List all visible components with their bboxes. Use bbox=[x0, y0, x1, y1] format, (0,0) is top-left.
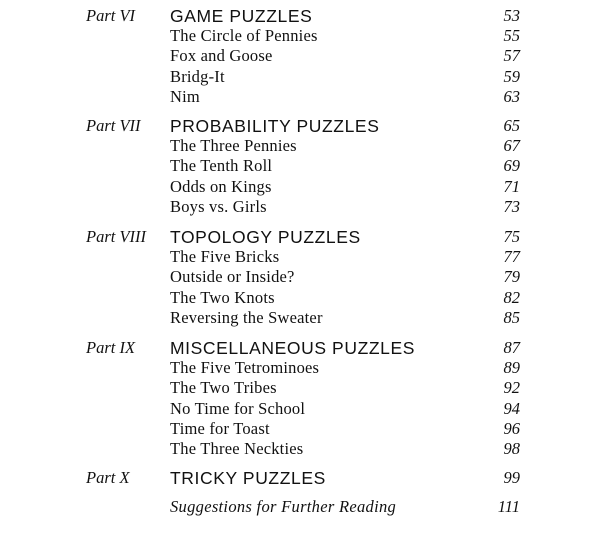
entry-page-number: 67 bbox=[503, 136, 520, 156]
toc-further-reading bbox=[0, 497, 600, 517]
part-page-number: 53 bbox=[503, 6, 520, 25]
part-page-number: 65 bbox=[503, 116, 520, 135]
toc-entry bbox=[0, 439, 600, 459]
part-heading-row bbox=[0, 6, 600, 26]
entry-title: No Time for School bbox=[170, 398, 306, 418]
entry-title: Reversing the Sweater bbox=[170, 307, 323, 327]
entry-title: The Three Neckties bbox=[170, 438, 304, 458]
entry-title: Boys vs. Girls bbox=[170, 196, 267, 216]
toc-part-ix bbox=[0, 338, 600, 459]
toc-entry bbox=[0, 26, 600, 46]
entry-title: Bridg-It bbox=[170, 66, 225, 86]
entry-page-number: 55 bbox=[503, 26, 520, 46]
toc-entry bbox=[0, 399, 600, 419]
toc-entry bbox=[0, 177, 600, 197]
toc-part-x bbox=[0, 468, 600, 488]
entry-page-number: 89 bbox=[503, 358, 520, 378]
toc-entry bbox=[0, 288, 600, 308]
part-page-number: 99 bbox=[503, 468, 520, 487]
toc-entry bbox=[0, 67, 600, 87]
part-title: GAME PUZZLES bbox=[170, 6, 313, 26]
part-label: Part VI bbox=[86, 6, 136, 25]
entry-title: Outside or Inside? bbox=[170, 267, 295, 287]
entry-page-number: 69 bbox=[503, 156, 520, 176]
entry-title: The Five Bricks bbox=[170, 247, 280, 267]
entry-title: Odds on Kings bbox=[170, 176, 272, 196]
toc-part-vii bbox=[0, 116, 600, 217]
part-heading-row bbox=[0, 227, 600, 247]
part-heading-row bbox=[0, 468, 600, 488]
entry-page-number: 73 bbox=[503, 196, 520, 216]
part-heading-row bbox=[0, 116, 600, 136]
toc-entry bbox=[0, 136, 600, 156]
part-label: Part VIII bbox=[86, 227, 147, 246]
entry-title: The Tenth Roll bbox=[170, 156, 273, 176]
entry-title: Nim bbox=[170, 86, 200, 106]
toc-entry bbox=[0, 308, 600, 328]
part-heading-row bbox=[0, 338, 600, 358]
toc-entry bbox=[0, 419, 600, 439]
part-title: TRICKY PUZZLES bbox=[170, 468, 326, 488]
toc-entry bbox=[0, 156, 600, 176]
toc-entry bbox=[0, 497, 600, 517]
part-page-number: 75 bbox=[503, 227, 520, 246]
entry-page-number: 59 bbox=[503, 66, 520, 86]
further-reading-page-number: 111 bbox=[497, 497, 520, 516]
toc-part-vi bbox=[0, 6, 600, 107]
toc-part-viii bbox=[0, 227, 600, 328]
entry-title: The Five Tetrominoes bbox=[170, 358, 320, 378]
entry-page-number: 82 bbox=[503, 287, 520, 307]
entry-page-number: 77 bbox=[503, 247, 520, 267]
entry-title: The Two Tribes bbox=[170, 378, 277, 398]
toc-entry bbox=[0, 267, 600, 287]
entry-page-number: 57 bbox=[503, 46, 520, 66]
entry-title: The Three Pennies bbox=[170, 136, 297, 156]
entry-title: The Circle of Pennies bbox=[170, 26, 318, 46]
entry-page-number: 71 bbox=[503, 176, 520, 196]
entry-page-number: 85 bbox=[503, 307, 520, 327]
part-title: PROBABILITY PUZZLES bbox=[170, 116, 380, 136]
entry-page-number: 94 bbox=[503, 398, 520, 418]
part-label: Part VII bbox=[86, 116, 141, 135]
entry-page-number: 92 bbox=[503, 378, 520, 398]
entry-page-number: 63 bbox=[503, 86, 520, 106]
entry-title: Fox and Goose bbox=[170, 46, 273, 66]
toc-entry bbox=[0, 358, 600, 378]
part-title: TOPOLOGY PUZZLES bbox=[170, 227, 361, 247]
toc-entry bbox=[0, 46, 600, 66]
part-page-number: 87 bbox=[503, 338, 520, 357]
toc-entry bbox=[0, 197, 600, 217]
part-label: Part IX bbox=[86, 338, 136, 357]
toc-entry bbox=[0, 247, 600, 267]
toc-entry bbox=[0, 378, 600, 398]
entry-title: Time for Toast bbox=[170, 418, 270, 438]
toc-entry bbox=[0, 87, 600, 107]
part-label: Part X bbox=[86, 468, 130, 487]
entry-page-number: 98 bbox=[503, 438, 520, 458]
further-reading-title: Suggestions for Further Reading bbox=[170, 497, 397, 516]
entry-page-number: 96 bbox=[503, 418, 520, 438]
entry-title: The Two Knots bbox=[170, 287, 275, 307]
part-title: MISCELLANEOUS PUZZLES bbox=[170, 338, 416, 358]
entry-page-number: 79 bbox=[503, 267, 520, 287]
